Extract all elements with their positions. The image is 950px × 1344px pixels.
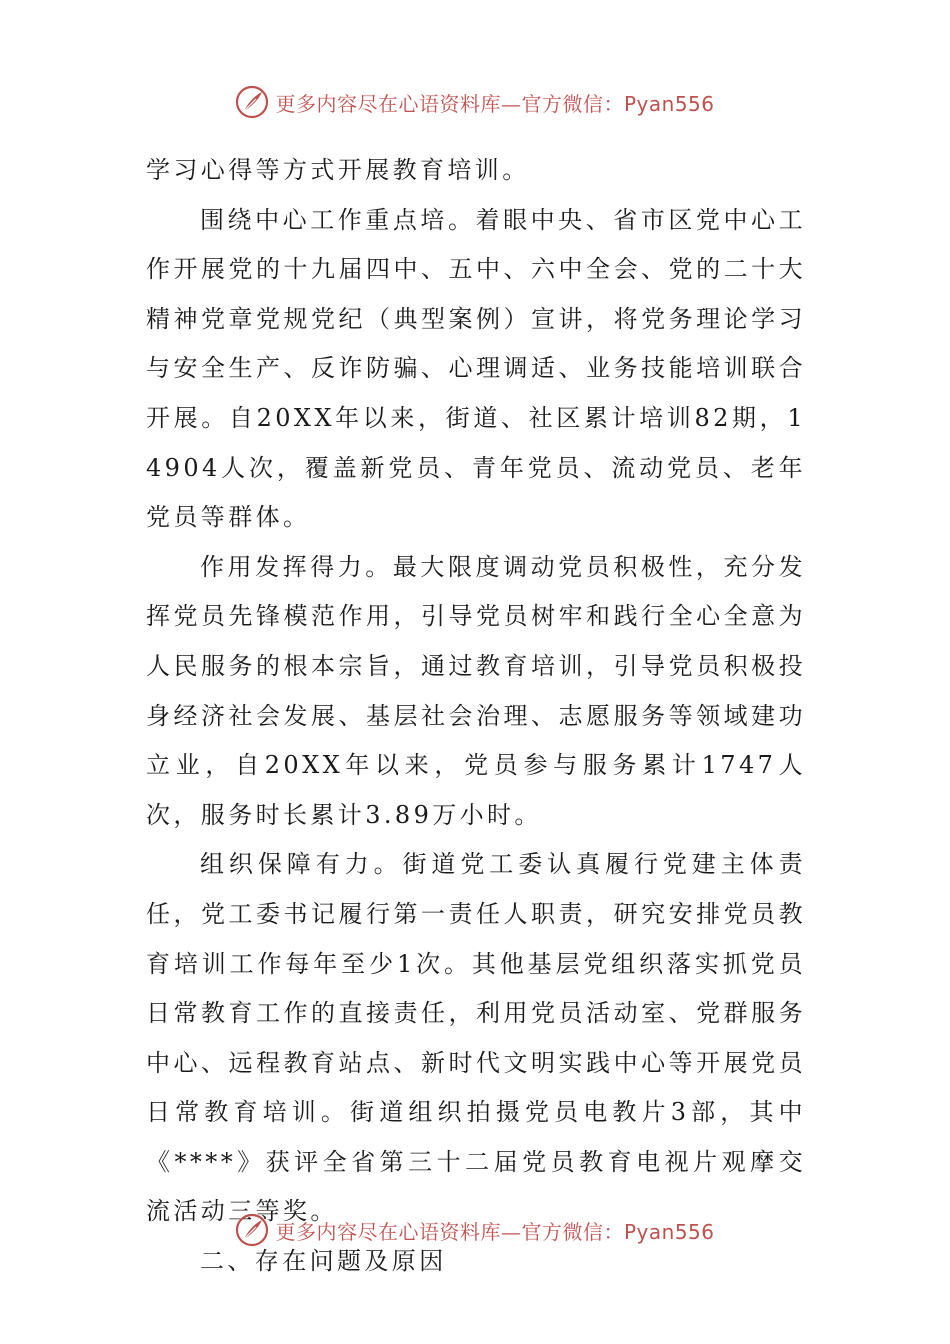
header-watermark bbox=[0, 80, 950, 124]
feather-pen-icon bbox=[235, 85, 269, 119]
watermark-text: 更多内容尽在心语资料库—官方微信：Pyan556 bbox=[275, 1219, 715, 1244]
document-body bbox=[146, 146, 806, 1287]
section-heading-problems: 二、存在问题及原因 bbox=[200, 1247, 447, 1276]
paragraph-continuation: 学习心得等方式开展教育培训。 bbox=[146, 156, 530, 184]
watermark-handle: Pyan556 bbox=[623, 91, 715, 116]
footer-watermark bbox=[0, 1208, 950, 1252]
paragraph-training-focus: 围绕中心工作重点培。着眼中央、省市区党中心工作开展党的十九届四中、五中、六中全会、党的二十大精神党章党规党纪（典型案例）宣讲，将党务理论学习与安全生产、反诈防骗、心理调适、业务技能培训联合开展。自20XX年以来，街道、社区累计培训82期，14904人次，覆盖新党员、青年党员、流动党员、老年党员等群体。 bbox=[146, 205, 806, 532]
watermark-handle: Pyan556 bbox=[623, 1219, 715, 1244]
paragraph-organization: 组织保障有力。街道党工委认真履行党建主体责任，党工委书记履行第一责任人职责，研究安排党员教育培训工作每年至少1次。其他基层党组织落实抓党员日常教育工作的直接责任，利用党员活动室、党群服务中心、远程教育站点、新时代文明实践中心等开展党员日常教育培训。街道组织拍摄党员电教片3部，其中《****》获评全省第三十二届党员教育电视片观摩交流活动三等奖。 bbox=[146, 850, 806, 1226]
watermark-text: 更多内容尽在心语资料库—官方微信：Pyan556 bbox=[275, 91, 715, 116]
paragraph-role-play: 作用发挥得力。最大限度调动党员积极性，充分发挥党员先锋模范作用，引导党员树牢和践行全心全意为人民服务的根本宗旨，通过教育培训，引导党员积极投身经济社会发展、基层社会治理、志愿服务等领域建功立业，自20XX年以来，党员参与服务累计1747人次，服务时长累计3.89万小时。 bbox=[146, 552, 806, 829]
feather-pen-icon bbox=[235, 1213, 269, 1247]
